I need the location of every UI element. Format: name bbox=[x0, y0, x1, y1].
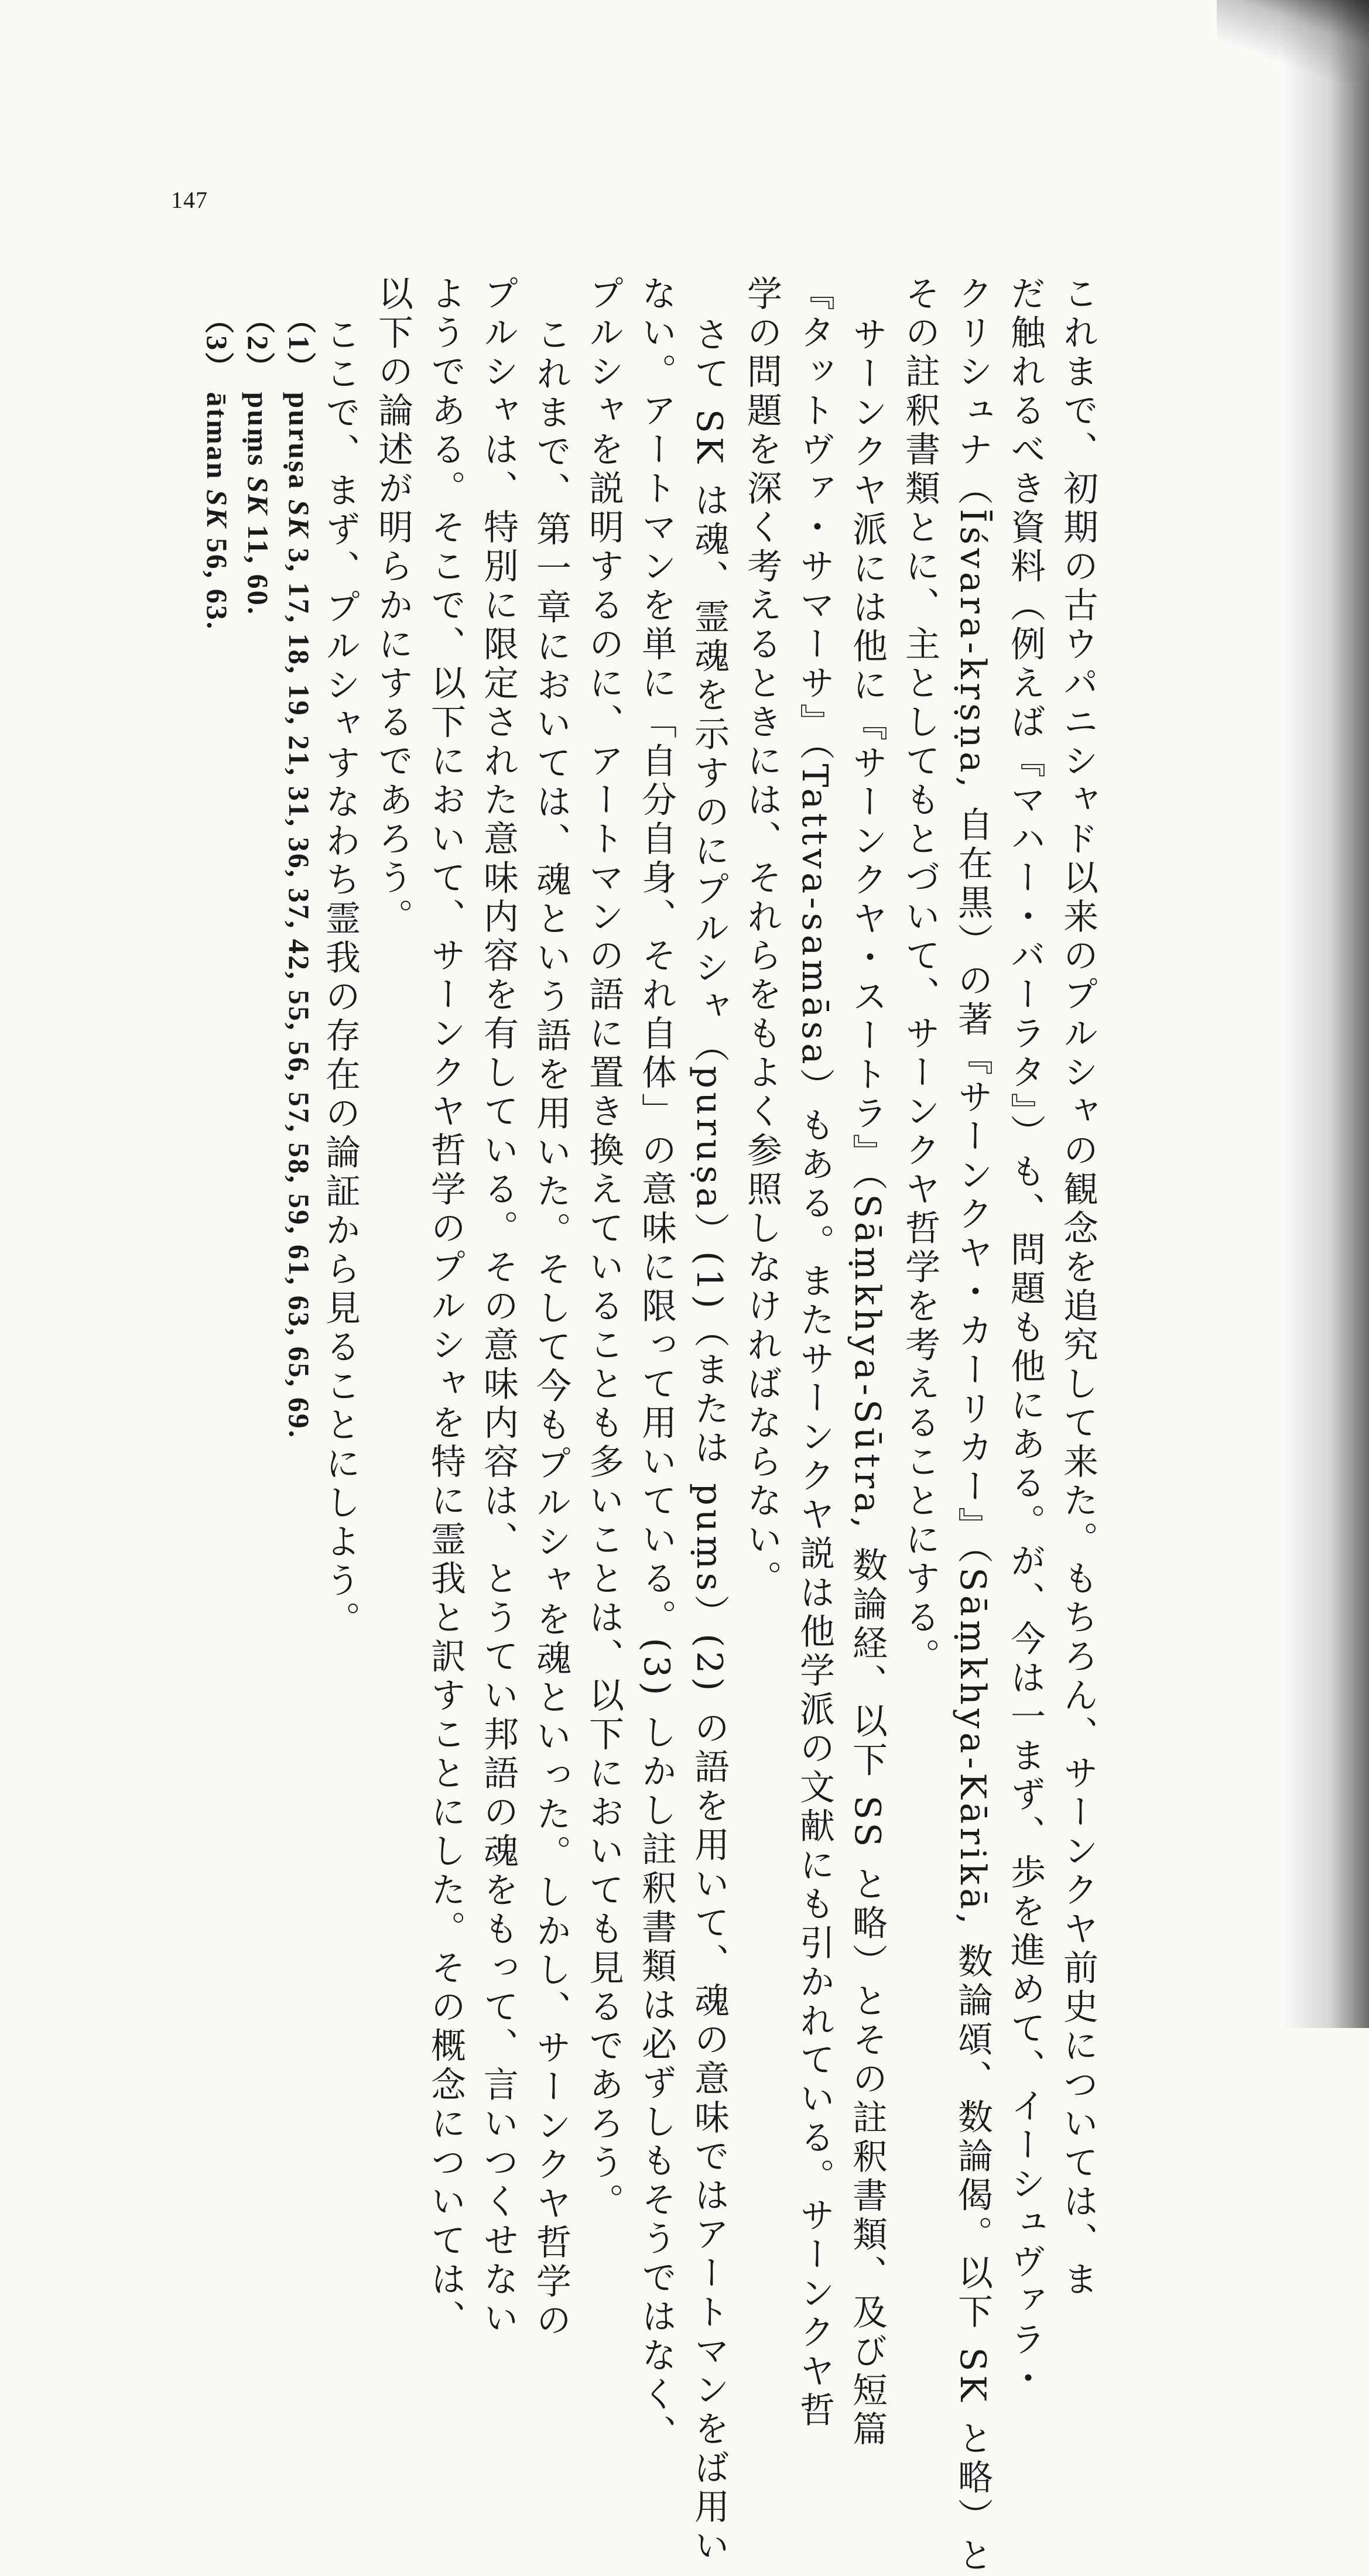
footnote-2 bbox=[235, 304, 282, 2002]
body-line-4: その註釈書類とに、主としてもとづいて、サーンクヤ哲学を考えることにする。 bbox=[899, 275, 940, 1677]
body-line-10: プルシャを説明するのに、アートマンの語に置き換えていることも多いことは、以下においても見るであろう。 bbox=[583, 275, 624, 2222]
body-line-11: これまで、第一章においては、魂という語を用いた。そして今もプルシャを魂といった。しかし、サーンクヤ哲学の bbox=[531, 316, 571, 2341]
footnote-2-term: puṃs bbox=[242, 392, 275, 468]
footnote-3-mark: （3） bbox=[201, 304, 234, 383]
page-corner-shadow bbox=[1217, 0, 1369, 82]
body-line-3: クリシュナ（Īśvara-kṛṣṇa, 自在黒）の著『サーンクヤ・カーリカー』（Sāṃkhya-Kārikā, 数論頌、数論偈。以下 SK と略）と bbox=[952, 275, 993, 2576]
footnote-2-text: 11, 60. bbox=[242, 525, 275, 616]
body-line-13: ようである。そこで、以下において、サーンクヤ哲学のプルシャを特に霊我と訳すことにした。その概念については、 bbox=[425, 275, 466, 2339]
body-line-7: 学の問題を深く考えるときには、それらをもよく参照しなければならない。 bbox=[741, 275, 782, 1599]
footnote-1-ref: SK bbox=[283, 499, 316, 539]
page-number: 147 bbox=[171, 187, 208, 213]
body-line-9: ない。アートマンを単に「自分自身、それ自体」の意味に限って用いている。(3) しかし註釈書類は必ずしもそうではなく、 bbox=[636, 275, 677, 2454]
footnote-1-term: puruṣa bbox=[283, 392, 316, 491]
body-line-8: さて SK は魂、霊魂を示すのにプルシャ（puruṣa）(1)（または puṃs）(2) の語を用いて、魂の意味ではアートマンをば用い bbox=[689, 316, 730, 2567]
footnote-2-ref: SK bbox=[242, 476, 275, 516]
body-line-15: ここで、まず、プルシャすなわち霊我の存在の論証から見ることにしよう。 bbox=[320, 316, 361, 1640]
body-line-5: サーンクヤ派には他に『サーンクヤ・スートラ』（Sāṃkhya-Sūtra, 数論経、以下 SS と略）とその註釈書類、及び短篇 bbox=[847, 316, 888, 2450]
body-line-1: これまで、初期の古ウパニシャド以来のプルシャの観念を追究して来た。もちろん、サーンクヤ前史については、ま bbox=[1057, 275, 1098, 2300]
footnote-3 bbox=[194, 304, 241, 2002]
footnote-3-term: ātman bbox=[201, 392, 234, 481]
footnote-1 bbox=[276, 304, 323, 2002]
footnote-2-mark: （2） bbox=[242, 304, 275, 383]
body-line-2: だ触れるべき資料（例えば『マハー・バーラタ』）も、問題も他にある。が、今は一まず、歩を進めて、イーシュヴァラ・ bbox=[1005, 275, 1046, 2399]
footnote-1-mark: （1） bbox=[283, 304, 316, 383]
footnote-1-text: 3, 17, 18, 19, 21, 31, 36, 37, 42, 55, 56, 57, 58, 59, 61, 63, 65, 69. bbox=[283, 547, 316, 1440]
body-line-6: 『タットヴァ・サマーサ』（Tattva-samāsa）もある。またサーンクヤ説は他学派の文献にも引かれている。サーンクヤ哲 bbox=[794, 275, 835, 2431]
footnote-3-ref: SK bbox=[201, 489, 234, 529]
footnote-3-text: 56, 63. bbox=[201, 537, 234, 631]
body-line-12: プルシャは、特別に限定された意味内容を有している。その意味内容は、とうてい邦語の魂をもって、言いつくせない bbox=[478, 275, 519, 2339]
page-edge-shadow bbox=[1281, 0, 1369, 2028]
body-line-14: 以下の論述が明らかにするであろう。 bbox=[372, 275, 413, 937]
